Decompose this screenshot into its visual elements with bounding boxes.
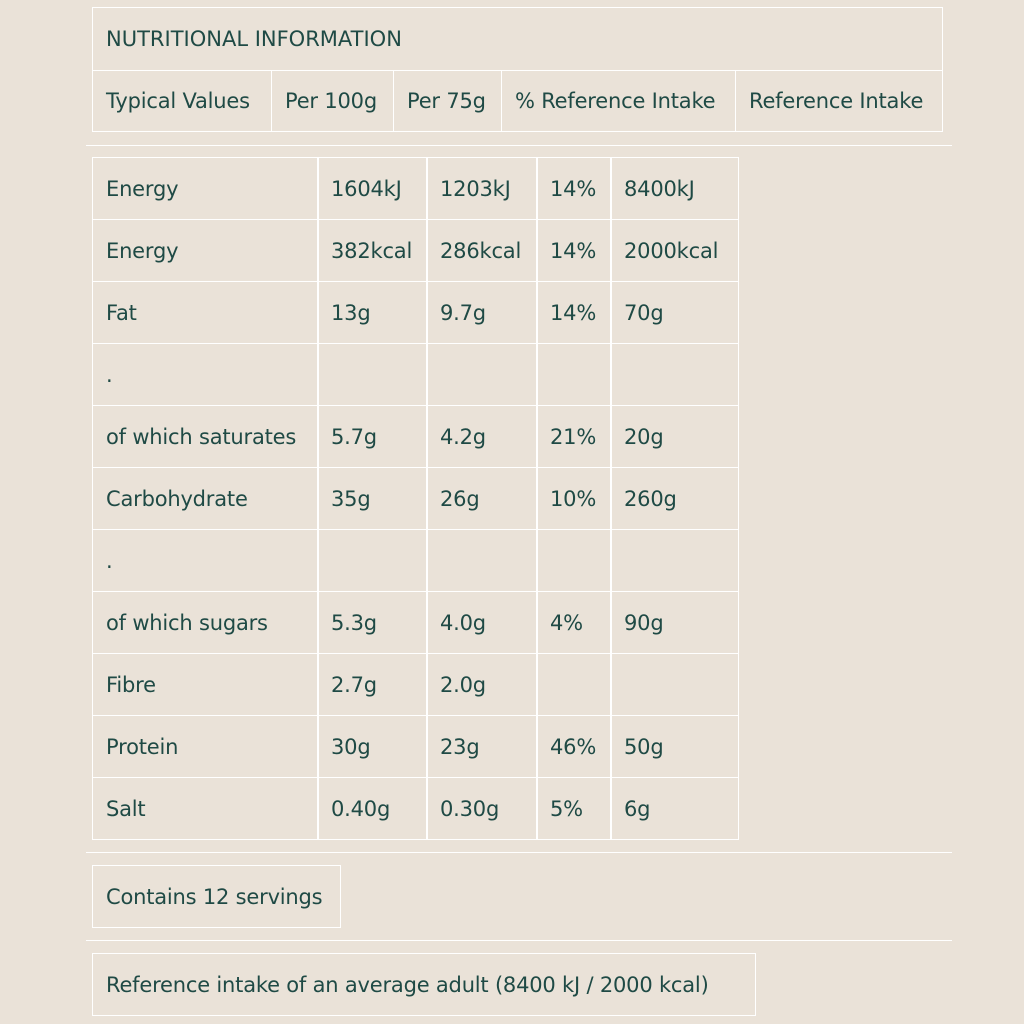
cell-per-75g <box>426 343 538 406</box>
cell-reference-intake: 8400kJ <box>610 157 739 220</box>
cell-per-100g: 35g <box>317 467 428 530</box>
cell-percent-ri <box>536 529 612 592</box>
cell-nutrient-name: of which sugars <box>92 591 319 654</box>
section-divider <box>86 145 952 146</box>
cell-reference-intake: 6g <box>610 777 739 840</box>
reference-intake-note: Reference intake of an average adult (8400 kJ / 2000 kcal) <box>92 953 756 1016</box>
cell-per-100g: 5.3g <box>317 591 428 654</box>
cell-percent-ri: 5% <box>536 777 612 840</box>
cell-percent-ri <box>536 343 612 406</box>
cell-nutrient-name: of which saturates <box>92 405 319 468</box>
section-divider <box>86 852 952 853</box>
cell-percent-ri: 14% <box>536 281 612 344</box>
cell-per-100g: 5.7g <box>317 405 428 468</box>
cell-reference-intake: 2000kcal <box>610 219 739 282</box>
cell-percent-ri: 14% <box>536 219 612 282</box>
cell-per-100g: 13g <box>317 281 428 344</box>
header-per-75g: Per 75g <box>393 70 502 132</box>
cell-reference-intake: 70g <box>610 281 739 344</box>
cell-nutrient-name: . <box>92 343 319 406</box>
cell-per-75g: 2.0g <box>426 653 538 716</box>
cell-reference-intake: 50g <box>610 715 739 778</box>
cell-reference-intake: 260g <box>610 467 739 530</box>
cell-percent-ri: 4% <box>536 591 612 654</box>
cell-reference-intake: 90g <box>610 591 739 654</box>
cell-percent-ri <box>536 653 612 716</box>
cell-nutrient-name: Energy <box>92 219 319 282</box>
servings-note: Contains 12 servings <box>92 865 341 928</box>
cell-per-75g: 23g <box>426 715 538 778</box>
cell-per-75g: 9.7g <box>426 281 538 344</box>
cell-reference-intake <box>610 653 739 716</box>
cell-per-100g: 382kcal <box>317 219 428 282</box>
cell-per-75g: 286kcal <box>426 219 538 282</box>
cell-nutrient-name: Fibre <box>92 653 319 716</box>
cell-percent-ri: 10% <box>536 467 612 530</box>
cell-per-100g: 1604kJ <box>317 157 428 220</box>
cell-percent-ri: 21% <box>536 405 612 468</box>
cell-per-100g <box>317 343 428 406</box>
cell-per-100g <box>317 529 428 592</box>
cell-reference-intake: 20g <box>610 405 739 468</box>
cell-per-100g: 0.40g <box>317 777 428 840</box>
cell-per-100g: 2.7g <box>317 653 428 716</box>
cell-nutrient-name: Fat <box>92 281 319 344</box>
cell-reference-intake <box>610 343 739 406</box>
cell-per-75g: 4.0g <box>426 591 538 654</box>
cell-percent-ri: 14% <box>536 157 612 220</box>
header-reference-intake: Reference Intake <box>735 70 943 132</box>
cell-nutrient-name: Carbohydrate <box>92 467 319 530</box>
cell-reference-intake <box>610 529 739 592</box>
section-divider <box>86 940 952 941</box>
cell-per-75g: 0.30g <box>426 777 538 840</box>
header-typical-values: Typical Values <box>92 70 272 132</box>
cell-nutrient-name: Salt <box>92 777 319 840</box>
cell-nutrient-name: . <box>92 529 319 592</box>
header-percent-reference-intake: % Reference Intake <box>501 70 736 132</box>
cell-nutrient-name: Protein <box>92 715 319 778</box>
cell-per-75g: 1203kJ <box>426 157 538 220</box>
cell-per-75g: 26g <box>426 467 538 530</box>
cell-nutrient-name: Energy <box>92 157 319 220</box>
cell-per-75g: 4.2g <box>426 405 538 468</box>
cell-percent-ri: 46% <box>536 715 612 778</box>
nutrition-title: NUTRITIONAL INFORMATION <box>92 7 943 71</box>
cell-per-100g: 30g <box>317 715 428 778</box>
cell-per-75g <box>426 529 538 592</box>
header-per-100g: Per 100g <box>271 70 394 132</box>
